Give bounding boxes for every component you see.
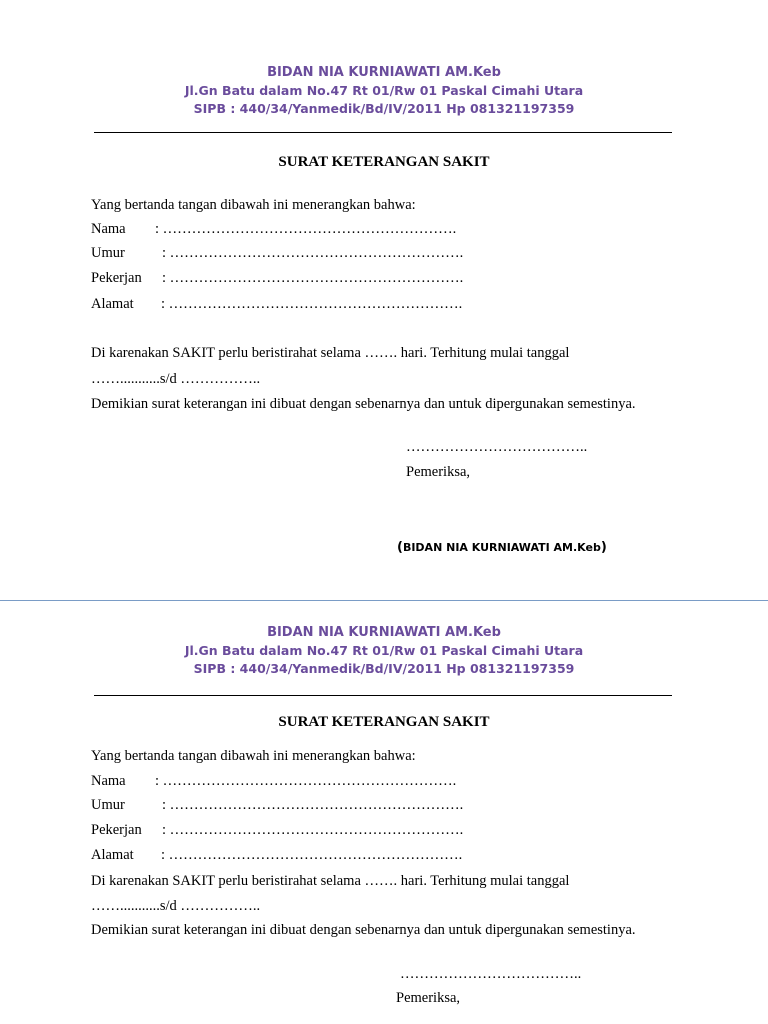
examiner-label: Pemeriksa,: [406, 464, 471, 480]
field-label: Pekerjan: [91, 270, 142, 286]
field-row-umur: [91, 245, 463, 262]
signature-line: ………………………………..: [400, 966, 582, 982]
reason-text: Di karenakan SAKIT perlu beristirahat selama ……. hari. Terhitung mulai tanggal: [91, 345, 570, 361]
field-row-pekerjan: [91, 822, 463, 839]
date-range-text: ……...........s/d ……………..: [91, 371, 261, 387]
field-label: Pekerjan: [91, 822, 142, 838]
paren-open: (: [397, 540, 403, 555]
date-range-text: ……...........s/d ……………..: [91, 898, 261, 914]
examiner-label: Pemeriksa,: [396, 990, 461, 1006]
practice-address: Jl.Gn Batu dalam No.47 Rt 01/Rw 01 Paskal Cimahi Utara: [184, 643, 584, 658]
midwife-name: BIDAN NIA KURNIAWATI AM.Keb: [267, 625, 501, 640]
closing-text: Demikian surat keterangan ini dibuat dengan sebenarnya dan untuk dipergunakan semestinya.: [91, 396, 636, 412]
field-row-alamat: [91, 296, 462, 313]
letterhead: [0, 624, 768, 678]
license-phone: SIPB : 440/34/Yanmedik/Bd/IV/2011 Hp 081321197359: [193, 101, 575, 116]
paren-close: ): [600, 540, 607, 555]
closing-text: Demikian surat keterangan ini dibuat dengan sebenarnya dan untuk dipergunakan semestinya.: [91, 922, 636, 938]
header-rule: [94, 695, 672, 696]
cut-separator: [0, 600, 768, 601]
field-blank: : …………………………………………………….: [161, 847, 463, 863]
reason-text: Di karenakan SAKIT perlu beristirahat selama ……. hari. Terhitung mulai tanggal: [91, 873, 570, 889]
field-blank: : …………………………………………………….: [162, 797, 464, 813]
signatory-name: [397, 540, 607, 555]
field-row-pekerjan: [91, 270, 463, 287]
field-label: Nama: [91, 221, 126, 237]
field-blank: : …………………………………………………….: [162, 822, 464, 838]
field-row-nama: [91, 221, 456, 238]
letterhead: [0, 64, 768, 118]
practice-address: Jl.Gn Batu dalam No.47 Rt 01/Rw 01 Paskal Cimahi Utara: [184, 83, 584, 98]
field-blank: : …………………………………………………….: [162, 245, 464, 261]
field-row-alamat: [91, 847, 462, 864]
intro-text: Yang bertanda tangan dibawah ini menerangkan bahwa:: [91, 748, 416, 764]
header-rule: [94, 132, 672, 133]
document-title: SURAT KETERANGAN SAKIT: [278, 154, 490, 170]
field-label: Alamat: [91, 296, 134, 312]
field-blank: : …………………………………………………….: [161, 296, 463, 312]
field-row-umur: [91, 797, 463, 814]
field-label: Umur: [91, 245, 125, 261]
field-blank: : …………………………………………………….: [162, 270, 464, 286]
signature-line: ………………………………..: [406, 439, 588, 455]
document-title: SURAT KETERANGAN SAKIT: [278, 714, 490, 730]
field-label: Umur: [91, 797, 125, 813]
field-label: Alamat: [91, 847, 134, 863]
license-phone: SIPB : 440/34/Yanmedik/Bd/IV/2011 Hp 081321197359: [193, 661, 575, 676]
field-row-nama: [91, 773, 456, 790]
intro-text: Yang bertanda tangan dibawah ini menerangkan bahwa:: [91, 197, 416, 213]
midwife-name: BIDAN NIA KURNIAWATI AM.Keb: [267, 65, 501, 80]
field-label: Nama: [91, 773, 126, 789]
field-blank: : …………………………………………………….: [155, 773, 457, 789]
field-blank: : …………………………………………………….: [155, 221, 457, 237]
signatory-text: BIDAN NIA KURNIAWATI AM.Keb: [402, 541, 601, 554]
